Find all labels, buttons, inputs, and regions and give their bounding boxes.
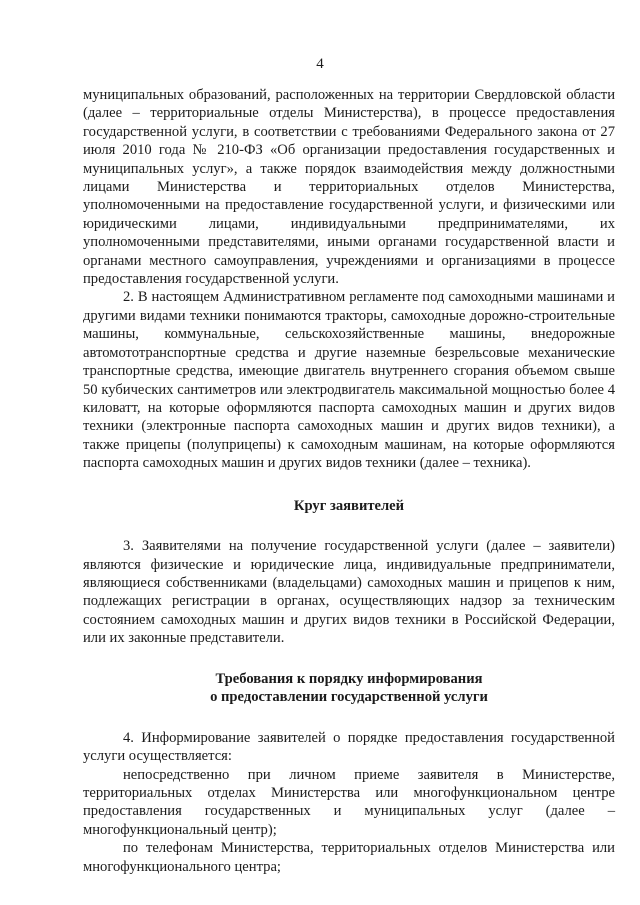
spacer: [83, 473, 615, 497]
paragraph-4: 4. Информирование заявителей о порядке предоставления государственной услуги осуществляется:: [83, 729, 615, 765]
paragraph-4-item-1: непосредственно при личном приеме заявителя в Министерстве, территориальных отделах Министерства или многофункциональном центре предоставления государственных и муниципальных услуг (далее – многофункциональный центр);: [83, 766, 615, 838]
heading-applicants: Круг заявителей: [293, 497, 405, 514]
paragraph-4-item-2: по телефонам Министерства, территориальных отделов Министерства или многофункционального центра;: [83, 840, 615, 875]
page-number: 4: [316, 56, 324, 72]
spacer: [83, 648, 615, 670]
paragraph-continuation: муниципальных образований, расположенных на территории Свердловской области (далее – территориальные отделы Министерства), в процессе предоставления государственной услуги, в соответствии с требованиями Федерального закона от 27 июля 2010 года № 210-ФЗ «Об организации предоставления государственных и муниципальных услуг», а также порядок взаимодействия между должностными лицами Министерства и территориальных отделов Министерства, уполномоченными на предоставление государственной услуги, и физическими или юридическими лицами, индивидуальными предпринимателями, их уполномоченными представителями, иными органами государственной власти и органами местного самоуправления, учреждениями и организациями в процессе предоставления государственной услуги.: [83, 87, 615, 288]
spacer: [83, 515, 615, 537]
paragraph-3: 3. Заявителями на получение государственной услуги (далее – заявители) являются физические и юридические лица, индивидуальные предприниматели, являющиеся собственниками (владельцами) самоходных машин и прицепов к ним, подлежащих регистрации в органах, осуществляющих надзор за техническим состоянием самоходных машин и других видов техники в Российской Федерации, или их законные представители.: [83, 538, 615, 647]
document-body: [83, 86, 615, 876]
spacer: [83, 707, 615, 729]
heading-info-line-1: Требования к порядку информирования: [215, 670, 483, 687]
paragraph-2: 2. В настоящем Административном регламенте под самоходными машинами и другими видами техники понимаются тракторы, самоходные дорожно-строительные машины, коммунальные, сельскохозяйственные машины, внедорожные автомототранспортные средства и другие наземные безрельсовые механические транспортные средства, имеющие двигатель внутреннего сгорания объемом свыше 50 кубических сантиметров или электродвигатель максимальной мощностью более 4 киловатт, на которые оформляются паспорта самоходных машин и других видов техники (электронные паспорта самоходных машин и других видов техники), а также прицепы (полуприцепы) к самоходным машинам, на которые оформляются паспорта самоходных машин и других видов техники (далее – техника).: [83, 289, 615, 472]
heading-info-line-2: о предоставлении государственной услуги: [210, 689, 488, 706]
